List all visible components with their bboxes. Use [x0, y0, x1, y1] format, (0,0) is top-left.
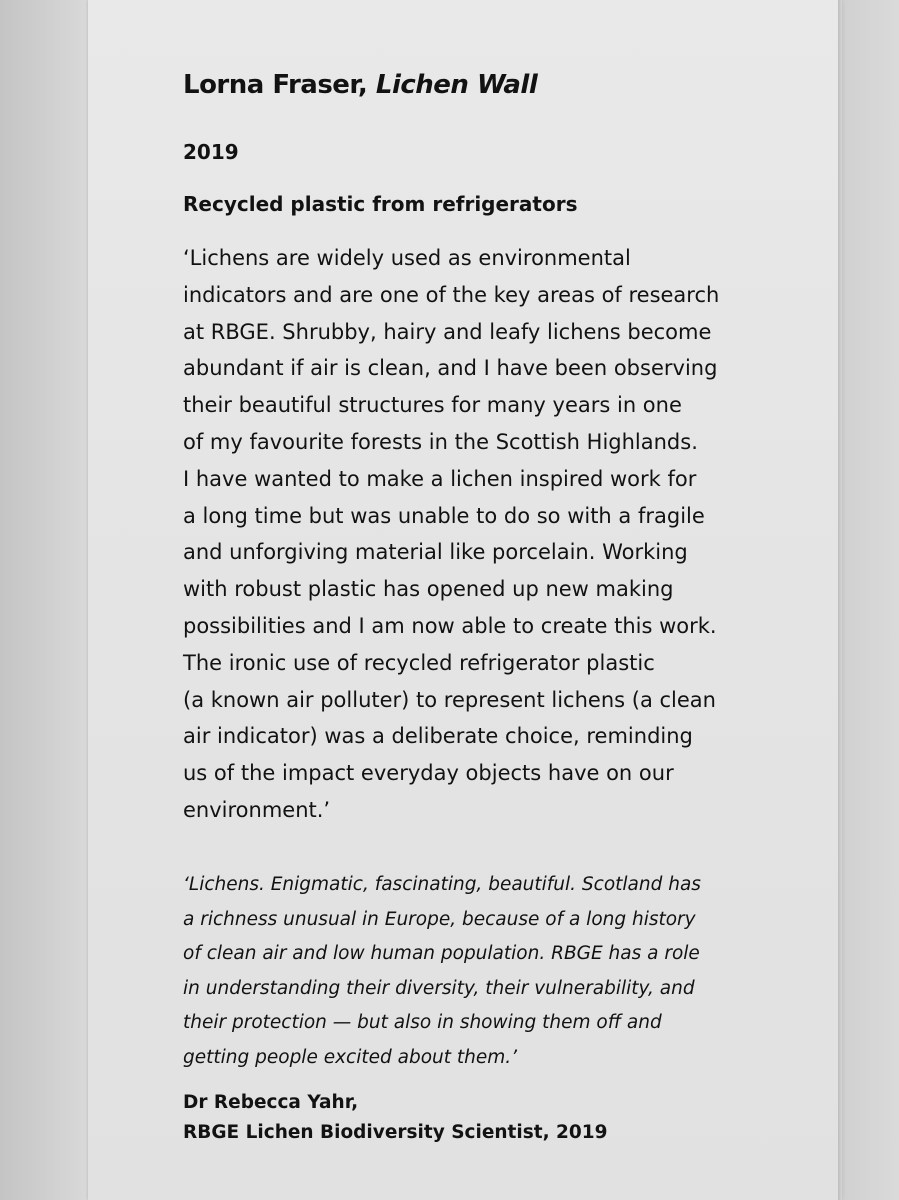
statement-line: at RBGE. Shrubby, hairy and leafy lichens become [183, 319, 712, 344]
quote-author: Dr Rebecca Yahr, [183, 1092, 359, 1113]
wall-left [0, 0, 88, 1200]
panel-edge [838, 0, 842, 1200]
label-title [183, 70, 537, 100]
wall-right [839, 0, 899, 1200]
statement-line: ‘Lichens are widely used as environmental [183, 246, 631, 270]
statement-line: with robust plastic has opened up new making [183, 577, 674, 602]
statement-line: of my favourite forests in the Scottish Highlands. [183, 429, 698, 454]
statement-line: indicators and are one of the key areas of research [183, 282, 720, 307]
quote-line: ‘Lichens. Enigmatic, fascinating, beautiful. Scotland has [183, 874, 701, 895]
quote-attribution [183, 1088, 608, 1148]
statement-line: and unforgiving material like porcelain. Working [183, 540, 688, 565]
statement-line: a long time but was unable to do so with a fragile [183, 503, 705, 528]
statement-line: environment.’ [183, 797, 331, 822]
artwork-medium: Recycled plastic from refrigerators [183, 192, 578, 216]
artist-statement [183, 240, 719, 829]
quote-line: of clean air and low human population. RBGE has a role [183, 943, 700, 965]
statement-line: their beautiful structures for many years in one [183, 393, 682, 418]
quote-line: their protection — but also in showing them off and [183, 1012, 662, 1034]
artwork-year: 2019 [183, 140, 239, 164]
statement-line: abundant if air is clean, and I have been observing [183, 356, 718, 381]
statement-line: (a known air polluter) to represent lichens (a clean [183, 687, 716, 712]
scientist-quote [183, 868, 701, 1076]
quote-line: a richness unusual in Europe, because of a long history [183, 908, 696, 930]
statement-line: air indicator) was a deliberate choice, reminding [183, 724, 693, 749]
quote-author-role: RBGE Lichen Biodiversity Scientist, 2019 [183, 1122, 608, 1143]
quote-line: getting people excited about them.’ [183, 1046, 518, 1068]
work-title: Lichen Wall [375, 70, 538, 100]
quote-line: in understanding their diversity, their vulnerability, and [183, 977, 695, 999]
statement-line: The ironic use of recycled refrigerator plastic [183, 650, 655, 675]
statement-line: possibilities and I am now able to create this work. [183, 613, 717, 638]
statement-line: I have wanted to make a lichen inspired work for [183, 466, 697, 491]
statement-line: us of the impact everyday objects have on our [183, 761, 674, 786]
artist-name: Lorna Fraser, [183, 70, 368, 100]
